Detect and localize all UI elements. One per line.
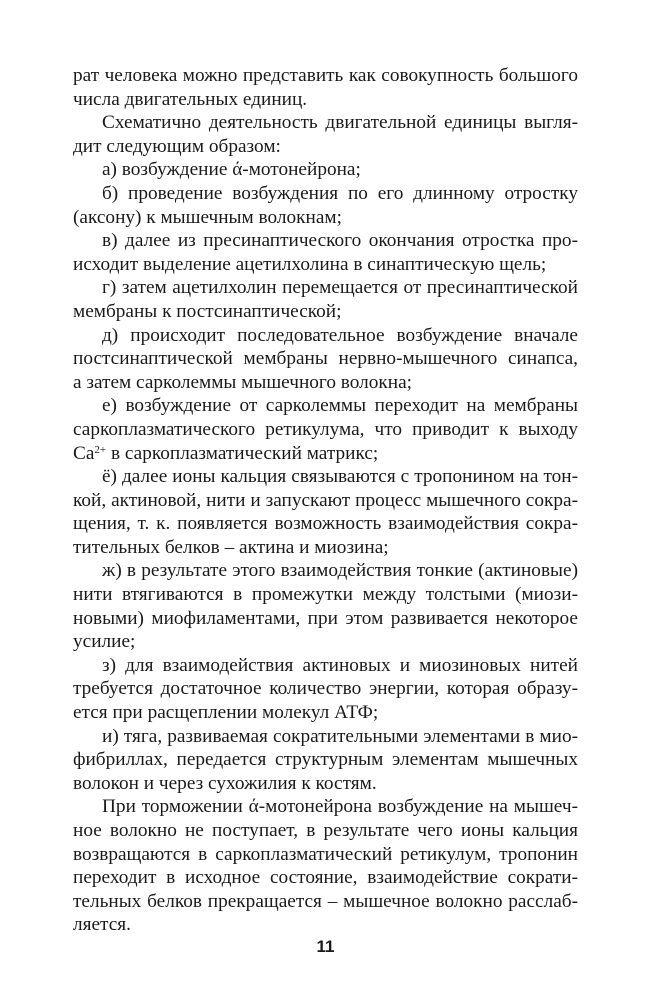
text-line: саркоплазматического ретикулума, что приводит к выходу [73, 418, 578, 440]
text-line: фибриллах, передается структурным элементам мышечных [73, 749, 578, 771]
text-line: з) для взаимодействия актиновых и миозиновых нитей [102, 654, 578, 676]
text-line: кой, актиновой, нити и запускают процесс мышечного сокра- [73, 489, 578, 511]
text-line: постсинаптической мембраны нервно-мышечного синапса, [73, 348, 578, 370]
text-line: а) возбуждение ά-мотонейрона; [102, 159, 361, 181]
text-line: е) возбуждение от сарколеммы переходит на мембраны [102, 395, 578, 417]
ion-symbol: Ca [73, 442, 95, 464]
text-line: и) тяга, развиваемая сократительными элементами в мио- [102, 725, 578, 747]
text-line: щения, т. к. появляется возможность взаимодействия сокра- [73, 513, 578, 535]
text-line: ё) далее ионы кальция связываются с тропонином на тон- [102, 466, 578, 488]
text-line: д) происходит последовательное возбуждение вначале [102, 324, 578, 346]
text-line: исходит выделение ацетилхолина в синаптическую щель; [73, 253, 547, 275]
paragraph [73, 276, 578, 323]
paragraph [73, 654, 578, 725]
paragraph [73, 394, 578, 465]
paragraph [73, 559, 578, 653]
text-line: а затем сарколеммы мышечного волокна; [73, 371, 413, 393]
text-line: б) проведение возбуждения по его длинному отростку [102, 182, 578, 204]
text-line: числа двигательных единиц. [73, 88, 308, 110]
page-number: 11 [316, 937, 335, 956]
text-line: рат человека можно представить как совокупность большого [73, 65, 578, 86]
text-line: ное волокно не поступает, в результате чего ионы кальция [73, 820, 578, 841]
body-text [73, 64, 578, 937]
text-line: усилие; [73, 631, 136, 653]
text-line: Схематично деятельность двигательной единицы выгля- [102, 112, 578, 134]
paragraph [73, 229, 578, 276]
text-line: требуется достаточное количество энергии, которая образу- [73, 678, 578, 700]
text-line: возвращаются в саркоплазматический ретикулум, тропонин [73, 843, 578, 865]
text-fragment: в саркоплазматический матрикс; [106, 442, 379, 464]
text-line: переходит в исходное состояние, взаимодействие сократи- [73, 867, 578, 889]
text-line: новыми) миофиламентами, при этом развивается некоторое [73, 607, 578, 629]
text-line: нити втягиваются в промежутки между толстыми (миози- [73, 584, 578, 606]
text-line: тельных белков прекращается – мышечное волокно расслаб- [73, 890, 578, 912]
text-line: (аксону) к мышечным волокнам; [73, 206, 342, 228]
text-line: г) затем ацетилхолин перемещается от пресинаптической [102, 277, 578, 299]
paragraph [73, 64, 578, 111]
text-line: волокон и через сухожилия к костям. [73, 772, 377, 794]
paragraph [73, 725, 578, 796]
text-line: ж) в результате этого взаимодействия тонкие (актиновые) [102, 560, 578, 582]
text-line [73, 442, 578, 466]
text-line: ется при расщеплении молекул АТФ; [73, 702, 379, 724]
text-line: дит следующим образом: [73, 135, 281, 157]
paragraph [73, 158, 578, 182]
paragraph [73, 324, 578, 395]
text-line: мембраны к постсинаптической; [73, 300, 342, 322]
text-line: в) далее из пресинаптического окончания отростка про- [102, 230, 578, 252]
paragraph [73, 182, 578, 229]
text-line: ляется. [73, 914, 131, 936]
paragraph [73, 465, 578, 559]
ion-charge: 2+ [94, 443, 107, 456]
paragraph [73, 111, 578, 158]
text-line: При торможении ά-мотонейрона возбуждение на мышеч- [102, 796, 578, 818]
text-line: тительных белков – актина и миозина; [73, 536, 389, 558]
paragraph [73, 795, 578, 937]
